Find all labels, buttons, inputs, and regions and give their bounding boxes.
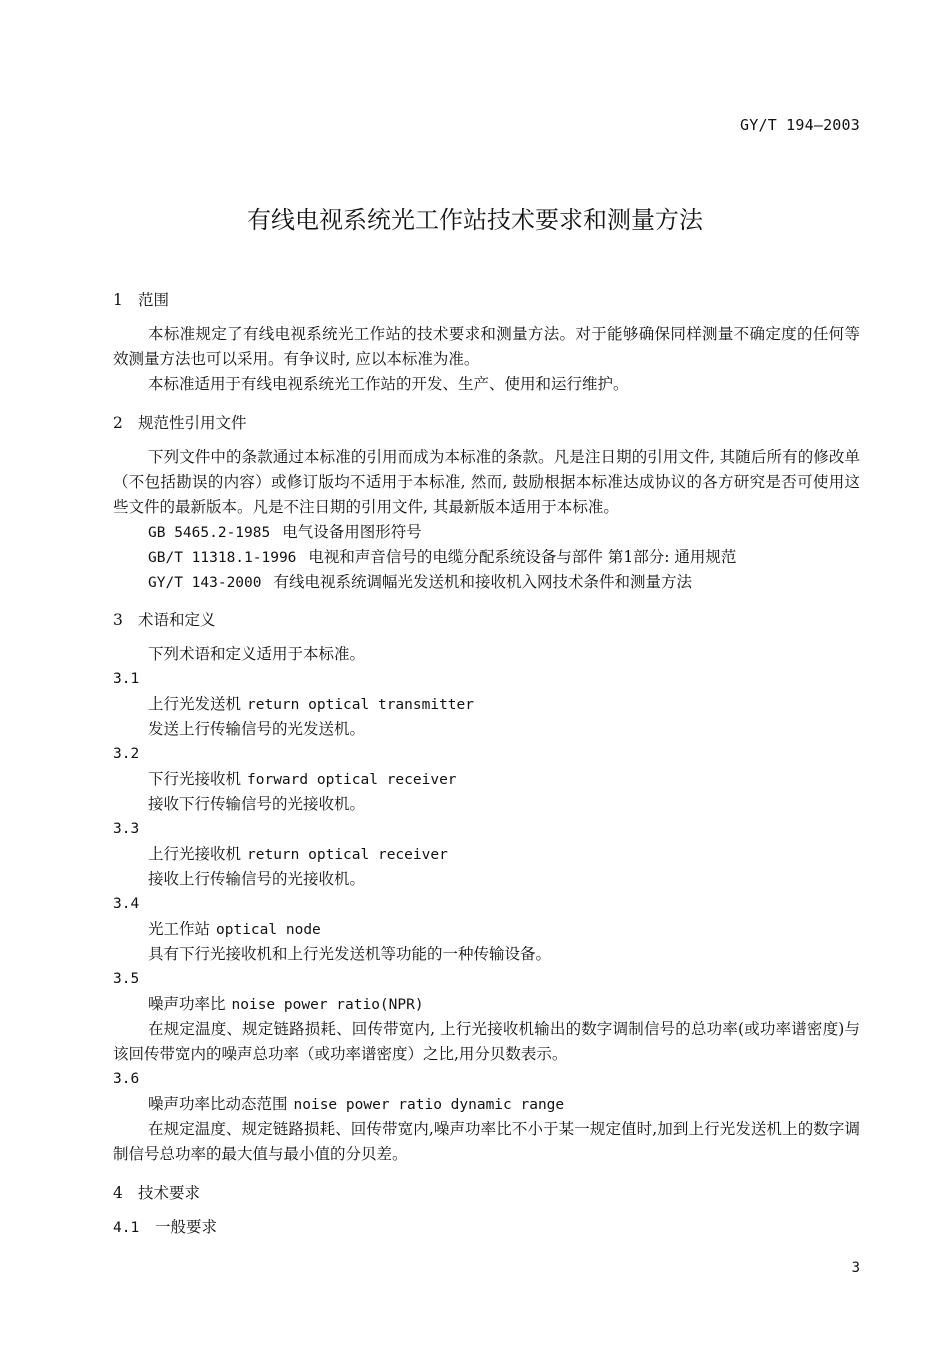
term-name: [113, 842, 860, 867]
term-name: [113, 1092, 860, 1117]
paragraph: 本标准适用于有线电视系统光工作站的开发、生产、使用和运行维护。: [148, 375, 629, 393]
term-cn: 噪声功率比动态范围: [148, 1095, 288, 1113]
section-title: 范围: [138, 291, 170, 309]
term-cn: 下行光接收机: [148, 770, 242, 788]
term-cn: 噪声功率比: [148, 995, 226, 1013]
term-number: 3.2: [113, 746, 140, 762]
paragraph: 本标准规定了有线电视系统光工作站的技术要求和测量方法。对于能够确保同样测量不确定度的任何等效测量方法也可以采用。有争议时, 应以本标准为准。: [113, 325, 860, 368]
section-number: 1: [113, 291, 123, 309]
section-heading-normative-references: [113, 411, 860, 436]
section-number: 2: [113, 414, 123, 432]
reference-code: GB/T 11318.1-1996: [148, 550, 297, 566]
term-en: forward optical receiver: [247, 772, 457, 788]
reference-code: GY/T 143-2000: [148, 575, 262, 591]
section-heading-scope: [113, 288, 860, 313]
section-title: 规范性引用文件: [138, 414, 247, 432]
section-title: 术语和定义: [138, 611, 216, 629]
reference-code: GB 5465.2-1985: [148, 525, 271, 541]
reference-title: 电视和声音信号的电缆分配系统设备与部件 第1部分: 通用规范: [308, 548, 737, 566]
term-en: optical node: [216, 922, 321, 938]
document-body: [113, 278, 860, 1240]
subsection-number: 4.1: [113, 1220, 140, 1236]
term-name: [113, 767, 860, 792]
standard-number: GY/T 194—2003: [740, 116, 860, 134]
paragraph: 下列文件中的条款通过本标准的引用而成为本标准的条款。凡是注日期的引用文件, 其随后所有的修改单（不包括勘误的内容）或修订版均不适用于本标准, 然而, 鼓励根据本标准达成协议的各方研究是否可使用这些文件的最新版本。凡是不注日期的引用文件, 其最新版本适用于本标准。: [113, 448, 860, 516]
term-name: [113, 917, 860, 942]
reference-item: [113, 520, 860, 545]
term-definition: 发送上行传输信号的光发送机。: [148, 720, 366, 738]
term-number: 3.1: [113, 671, 140, 687]
term-number: 3.5: [113, 971, 140, 987]
section-number: 3: [113, 611, 123, 629]
term-definition: 在规定温度、规定链路损耗、回传带宽内,噪声功率比不小于某一规定值时,加到上行光发送机上的数字调制信号总功率的最大值与最小值的分贝差。: [113, 1120, 860, 1163]
term-number: 3.6: [113, 1071, 140, 1087]
paragraph: 下列术语和定义适用于本标准。: [148, 645, 366, 663]
term-cn: 上行光发送机: [148, 695, 242, 713]
term-definition: 接收下行传输信号的光接收机。: [148, 795, 366, 813]
reference-item: [113, 570, 860, 595]
term-en: noise power ratio dynamic range: [293, 1097, 565, 1113]
term-number: 3.3: [113, 821, 140, 837]
reference-title: 电气设备用图形符号: [282, 523, 422, 541]
term-definition: 具有下行光接收机和上行光发送机等功能的一种传输设备。: [148, 945, 552, 963]
term-en: return optical transmitter: [247, 697, 474, 713]
term-en: noise power ratio(NPR): [231, 997, 424, 1013]
term-en: return optical receiver: [247, 847, 448, 863]
section-title: 技术要求: [138, 1184, 201, 1202]
section-heading-terms: [113, 608, 860, 633]
section-heading-technical-requirements: [113, 1181, 860, 1206]
section-number: 4: [113, 1184, 123, 1202]
term-definition: 在规定温度、规定链路损耗、回传带宽内, 上行光接收机输出的数字调制信号的总功率(或功率谱密度)与该回传带宽内的噪声总功率（或功率谱密度）之比,用分贝数表示。: [113, 1020, 860, 1063]
term-cn: 上行光接收机: [148, 845, 242, 863]
reference-item: [113, 545, 860, 570]
term-definition: 接收上行传输信号的光接收机。: [148, 870, 366, 888]
document-title: 有线电视系统光工作站技术要求和测量方法: [247, 206, 703, 234]
term-name: [113, 992, 860, 1017]
reference-title: 有线电视系统调幅光发送机和接收机入网技术条件和测量方法: [273, 573, 693, 591]
term-name: [113, 692, 860, 717]
subsection-heading-general: [113, 1215, 860, 1240]
term-number: 3.4: [113, 896, 140, 912]
page-number: 3: [851, 1260, 860, 1276]
term-cn: 光工作站: [148, 920, 211, 938]
subsection-title: 一般要求: [155, 1218, 218, 1236]
